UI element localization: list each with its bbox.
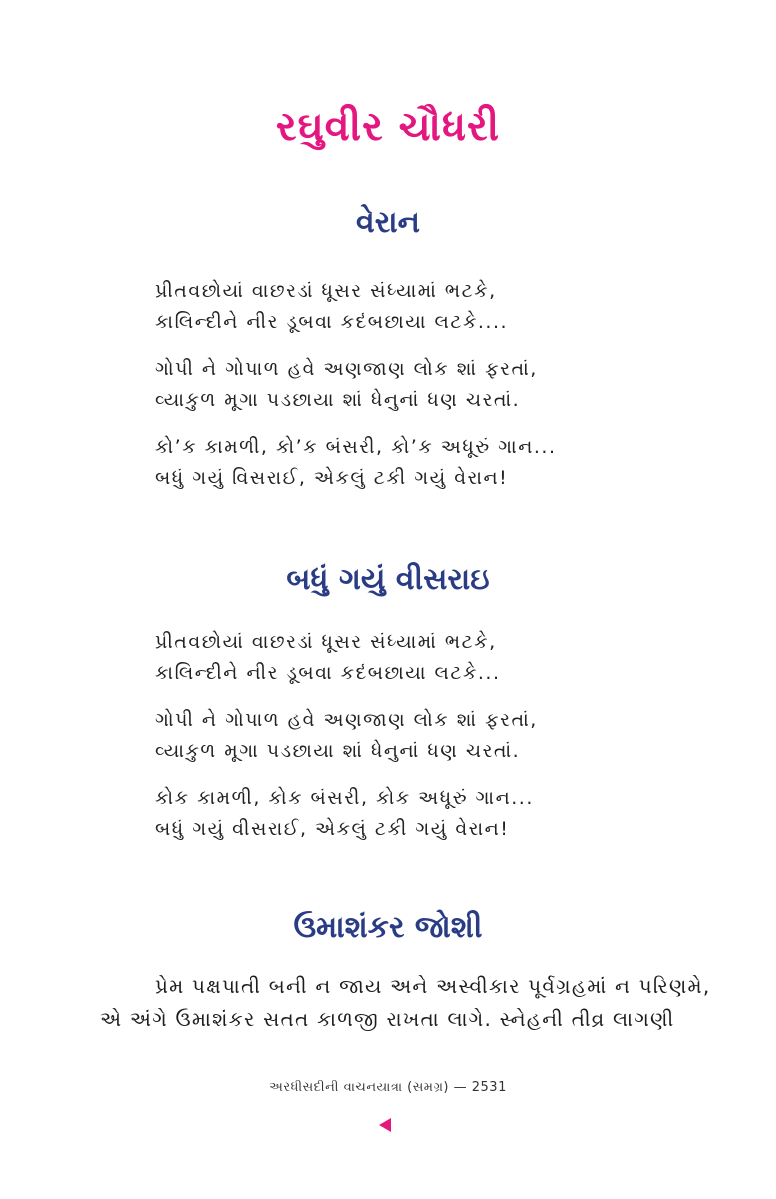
essay-line: પ્રેમ પક્ષપાતી બની ન જાય અને અસ્વીકાર પૂર્વગ્રહમાં ન પરિણમે, [155, 974, 711, 998]
essay-paragraph [100, 970, 711, 1036]
poem-1-stanza-3 [155, 432, 625, 494]
poem-line: વ્યાકુળ મૂગા પડછાયા શાં ધેનુનાં ધણ ચરતાં. [155, 740, 521, 762]
poem-2-stanza-1 [155, 627, 625, 689]
poem-line: બધું ગયું વિસરાઈ, એકલું ટકી ગયું વેરાન! [155, 467, 509, 489]
poem-line: ગોપી ને ગોપાળ હવે અણજાણ લોક શાં ફરતાં, [155, 709, 538, 731]
essay-line: એ અંગે ઉમાશંકર સતત કાળજી રાખતા લાગે. સ્નેહની તીવ્ર લાગણી [100, 1007, 675, 1031]
poem-1-stanza-1 [155, 276, 625, 338]
poem-line: કાલિન્દીને નીર ડૂબવા કદંબછાયા લટકે... [155, 662, 501, 684]
poem-line: વ્યાકુળ મૂગા પડછાયા શાં ધેનુનાં ધણ ચરતાં. [155, 389, 521, 411]
author-title: રઘુવીર ચૌધરી [275, 104, 501, 150]
poem-line: કો’ક કામળી, કો’ક બંસરી, કો’ક અધૂરું ગાન... [155, 436, 557, 458]
poem-line: પ્રીતવછોયાં વાછરડાં ધૂસર સંધ્યામાં ભટકે, [155, 280, 497, 302]
poem-line: બધું ગયું વીસરાઈ, એકલું ટકી ગયું વેરાન! [155, 818, 510, 840]
essay-title-umashankar-joshi: ઉમાશંકર જોશી [293, 910, 483, 945]
poem-2-stanza-2 [155, 705, 625, 767]
poem-line: કાલિન્દીને નીર ડૂબવા કદંબછાયા લટકે.... [155, 311, 509, 333]
page-footer: અરધીસદીની વાચનયાત્રા (સમગ્ર) — 2531 [269, 1080, 507, 1095]
poem-line: ગોપી ને ગોપાળ હવે અણજાણ લોક શાં ફરતાં, [155, 358, 538, 380]
poem-1-stanza-2 [155, 354, 625, 416]
poem-title-badhu-gayu-visrai: બધું ગયું વીસરાઇ [286, 562, 490, 597]
poem-line: કોક કામળી, કોક બંસરી, કોક અધૂરું ગાન... [155, 787, 534, 809]
poem-line: પ્રીતવછોયાં વાછરડાં ધૂસર સંધ્યામાં ભટકે, [155, 631, 497, 653]
poem-title-veran: વેરાન [356, 205, 420, 240]
poem-2-stanza-3 [155, 783, 625, 845]
left-triangle-icon[interactable] [379, 1118, 391, 1132]
